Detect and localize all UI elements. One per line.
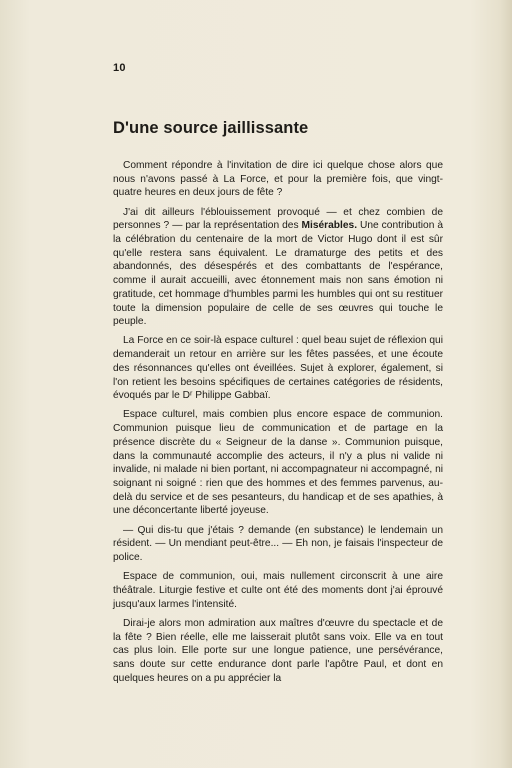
paragraph-2-rest: Une contribution à la célébration du centenaire de la mort de Victor Hugo dont il est sûr qu'elle restera sans équivalent. Le dramaturge des petits et des abandonnés, des désespérés et des combattants de l'espérance, comme il aurait accueilli, avec étonnement mais non sans émotion ni gratitude, cet hommage d'humbles parmi les humbles qui ont su restituer toute la dimension populaire de celle de ses œuvres qui touche le peuple.	[113, 220, 444, 328]
paragraph-4: Espace culturel, mais combien plus encore espace de communion. Communion puisque lieu de communication et de partage en la présence discrète du « Seigneur de la danse ». Communion puisque, dans la communauté accomplie des acteurs, il n'y a plus ni valide ni invalide, ni malade ni bien portant, ni accompagnateur ni accompagné, ni soignant ni soigné : rien que des hommes et des femmes parvenus, au-delà du service et de ses pesanteurs, du handicap et de ses apathies, à une déconcertante liberté joyeuse.	[113, 409, 443, 517]
paragraph-3: La Force en ce soir-là espace culturel : quel beau sujet de réflexion qui demanderait un retour en arrière sur les fêtes passées, et une écoute des résonnances qu'elles ont éveillées. Sujet à explorer, également, si l'on retient les besoins spécifiques de certaines catégories de résidents, évoqués par le Dʳ Philippe Gabbaï.	[113, 335, 443, 402]
work-title-miserables: Misérables.	[301, 220, 358, 232]
paragraph-6: Espace de communion, oui, mais nullement circonscrit à une aire théâtrale. Liturgie festive et culte ont été des moments dont j'ai éprouvé jusqu'aux larmes l'intensité.	[113, 571, 443, 610]
paragraph-2-lead: J'ai dit ailleurs l'éblouissement provoqué — et chez combien de personnes ? — par la représentation des	[113, 206, 443, 232]
article-body	[113, 159, 443, 691]
paragraph-5: — Qui dis-tu que j'étais ? demande (en substance) le lendemain un résident. — Un mendiant peut-être... — Eh non, je faisais l'inspecteur de police.	[113, 524, 443, 563]
paragraph-7: Dirai-je alors mon admiration aux maîtres d'œuvre du spectacle et de la fête ? Bien réelle, elle me laisserait plutôt sans voix. Elle va en tout cas plus loin. Elle porte sur une longue patience, une persévérance, sans doute sur cette endurance dont parle l'apôtre Paul, et dont en quelques heures on a pu apprécier la	[113, 617, 443, 684]
paragraph-1: Comment répondre à l'invitation de dire ici quelque chose alors que nous n'avons passé à La Force, et pour la première fois, que vingt-quatre heures en deux jours de fête ?	[113, 160, 443, 199]
paragraph-2	[113, 206, 443, 329]
page-title: D'une source jaillissante	[113, 119, 309, 137]
page-number: 10	[113, 62, 126, 74]
